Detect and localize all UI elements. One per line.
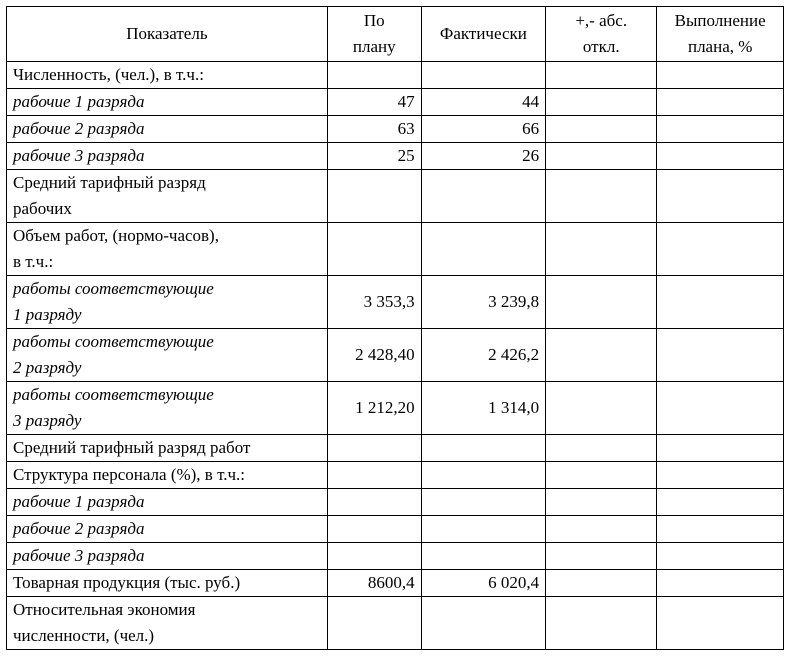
row-label-line: рабочие 3 разряда <box>13 146 145 165</box>
fulfillment-value <box>657 489 784 516</box>
deviation-value <box>546 143 657 170</box>
header-deviation-line-2: откл. <box>582 37 620 56</box>
fulfillment-value <box>657 516 784 543</box>
table-row <box>7 382 784 435</box>
row-label-line: рабочие 3 разряда <box>13 546 145 565</box>
fulfillment-value <box>657 435 784 462</box>
deviation-value <box>546 570 657 597</box>
row-label-line: Объем работ, (нормо-часов), <box>13 226 219 245</box>
deviation-value <box>546 435 657 462</box>
plan-value <box>327 597 421 650</box>
header-fulfillment-line-1: Выполнение <box>674 11 766 30</box>
row-label-line: в т.ч.: <box>13 252 54 271</box>
plan-value: 1 212,20 <box>327 382 421 435</box>
plan-value <box>327 543 421 570</box>
actual-value <box>421 462 545 489</box>
actual-value: 6 020,4 <box>421 570 545 597</box>
plan-value <box>327 170 421 223</box>
header-row <box>7 7 784 62</box>
row-label-line: рабочие 2 разряда <box>13 119 145 138</box>
row-label <box>7 489 328 516</box>
plan-value <box>327 516 421 543</box>
plan-value: 25 <box>327 143 421 170</box>
deviation-value <box>546 223 657 276</box>
fulfillment-value <box>657 276 784 329</box>
fulfillment-value <box>657 170 784 223</box>
row-label <box>7 276 328 329</box>
table-row <box>7 116 784 143</box>
table-row <box>7 516 784 543</box>
row-label-line: Относительная экономия <box>13 600 196 619</box>
plan-value: 2 428,40 <box>327 329 421 382</box>
row-label <box>7 570 328 597</box>
row-label <box>7 516 328 543</box>
actual-value: 3 239,8 <box>421 276 545 329</box>
plan-value: 3 353,3 <box>327 276 421 329</box>
row-label <box>7 170 328 223</box>
fulfillment-value <box>657 62 784 89</box>
table-row <box>7 462 784 489</box>
deviation-value <box>546 170 657 223</box>
table-row <box>7 170 784 223</box>
table-row <box>7 570 784 597</box>
deviation-value <box>546 89 657 116</box>
row-label <box>7 435 328 462</box>
header-deviation-line-1: +,- абс. <box>575 11 628 30</box>
row-label <box>7 223 328 276</box>
fulfillment-value <box>657 143 784 170</box>
actual-value <box>421 170 545 223</box>
table-row <box>7 489 784 516</box>
actual-value <box>421 62 545 89</box>
row-label <box>7 116 328 143</box>
deviation-value <box>546 329 657 382</box>
row-label-line: Структура персонала (%), в т.ч.: <box>13 465 246 484</box>
fulfillment-value <box>657 116 784 143</box>
actual-value <box>421 516 545 543</box>
deviation-value <box>546 276 657 329</box>
fulfillment-value <box>657 543 784 570</box>
plan-value <box>327 435 421 462</box>
table-row <box>7 62 784 89</box>
plan-value: 47 <box>327 89 421 116</box>
plan-value: 63 <box>327 116 421 143</box>
row-label-line: Товарная продукция (тыс. руб.) <box>13 573 241 592</box>
actual-value: 1 314,0 <box>421 382 545 435</box>
plan-value <box>327 62 421 89</box>
row-label-line: численности, (чел.) <box>13 626 155 645</box>
row-label-line: рабочие 1 разряда <box>13 492 145 511</box>
deviation-value <box>546 62 657 89</box>
table-row <box>7 223 784 276</box>
actual-value: 26 <box>421 143 545 170</box>
row-label-line: 3 разряду <box>13 411 82 430</box>
row-label-line: 1 разряду <box>13 305 82 324</box>
actual-value <box>421 489 545 516</box>
row-label <box>7 462 328 489</box>
actual-value: 66 <box>421 116 545 143</box>
actual-value <box>421 597 545 650</box>
header-fulfillment-line-2: плана, % <box>687 37 753 56</box>
row-label-line: 2 разряду <box>13 358 82 377</box>
table-row <box>7 143 784 170</box>
header-deviation <box>546 7 657 62</box>
fulfillment-value <box>657 597 784 650</box>
row-label-line: работы соответствующие <box>13 385 214 404</box>
plan-value: 8600,4 <box>327 570 421 597</box>
fulfillment-value <box>657 570 784 597</box>
plan-value <box>327 462 421 489</box>
row-label <box>7 597 328 650</box>
row-label <box>7 62 328 89</box>
actual-value: 44 <box>421 89 545 116</box>
row-label-line: рабочих <box>13 199 72 218</box>
plan-value <box>327 489 421 516</box>
table-row <box>7 435 784 462</box>
actual-value <box>421 543 545 570</box>
table-body <box>7 62 784 650</box>
header-fulfillment <box>657 7 784 62</box>
actual-value <box>421 223 545 276</box>
row-label <box>7 329 328 382</box>
row-label <box>7 382 328 435</box>
indicators-table <box>6 6 784 650</box>
deviation-value <box>546 543 657 570</box>
table-row <box>7 89 784 116</box>
row-label <box>7 543 328 570</box>
fulfillment-value <box>657 223 784 276</box>
header-actual: Фактически <box>421 7 545 62</box>
deviation-value <box>546 116 657 143</box>
row-label <box>7 143 328 170</box>
header-plan-line-2: плану <box>352 37 396 56</box>
row-label <box>7 89 328 116</box>
row-label-line: рабочие 2 разряда <box>13 519 145 538</box>
table-row <box>7 597 784 650</box>
header-plan <box>327 7 421 62</box>
deviation-value <box>546 516 657 543</box>
header-indicator: Показатель <box>7 7 328 62</box>
header-plan-line-1: По <box>363 11 385 30</box>
row-label-line: рабочие 1 разряда <box>13 92 145 111</box>
fulfillment-value <box>657 329 784 382</box>
fulfillment-value <box>657 462 784 489</box>
row-label-line: работы соответствующие <box>13 332 214 351</box>
plan-value <box>327 223 421 276</box>
actual-value: 2 426,2 <box>421 329 545 382</box>
deviation-value <box>546 382 657 435</box>
row-label-line: Средний тарифный разряд <box>13 173 206 192</box>
table-row <box>7 543 784 570</box>
deviation-value <box>546 462 657 489</box>
fulfillment-value <box>657 89 784 116</box>
actual-value <box>421 435 545 462</box>
table-row <box>7 276 784 329</box>
deviation-value <box>546 489 657 516</box>
row-label-line: работы соответствующие <box>13 279 214 298</box>
table-row <box>7 329 784 382</box>
row-label-line: Численность, (чел.), в т.ч.: <box>13 65 204 84</box>
deviation-value <box>546 597 657 650</box>
fulfillment-value <box>657 382 784 435</box>
row-label-line: Средний тарифный разряд работ <box>13 438 251 457</box>
